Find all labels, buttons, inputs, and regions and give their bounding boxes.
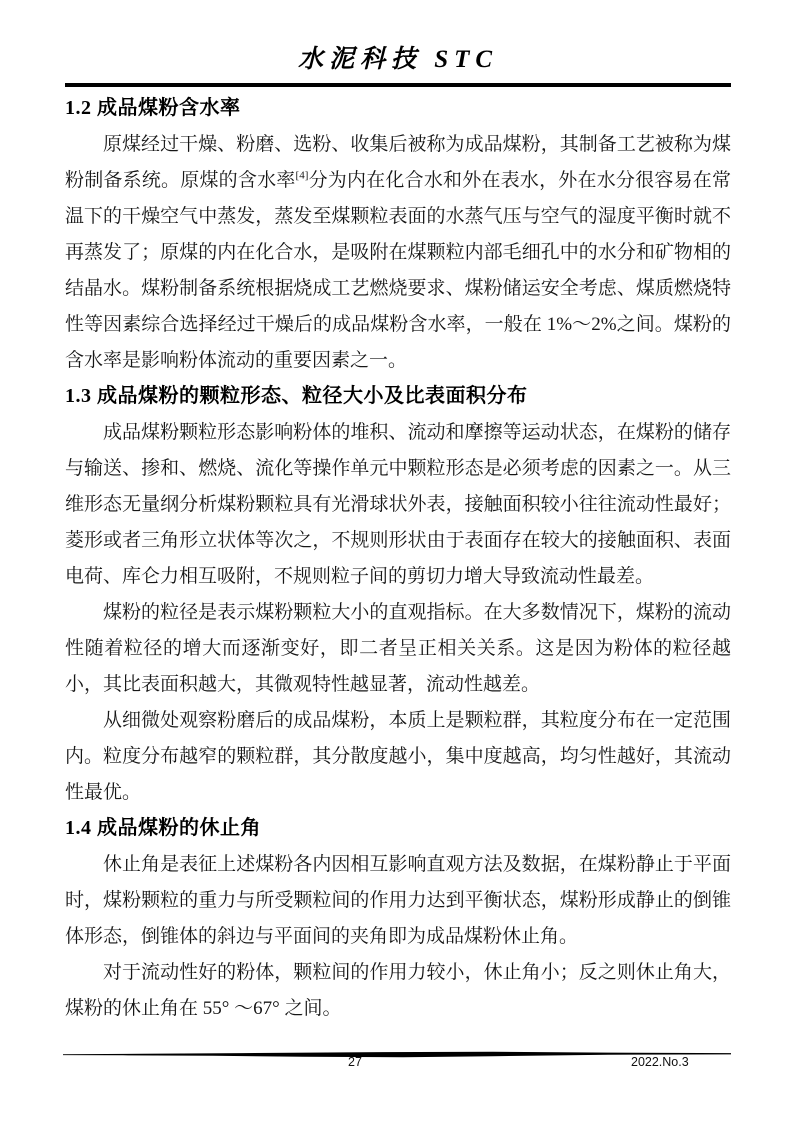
paragraph-1-3-3: 从细微处观察粉磨后的成品煤粉，本质上是颗粒群，其粒度分布在一定范围内。粒度分布越窄的颗粒群，其分散度越小，集中度越高，均匀性越好，其流动性最优。 [65,709,731,803]
paragraph-1-2-1 [65,127,731,379]
journal-header-title: 水泥科技 STC [297,46,499,73]
citation-reference: [4] [295,169,309,182]
section-heading-1-4: 1.4 成品煤粉的休止角 [65,816,261,839]
paragraph-1-3-1: 成品煤粉颗粒形态影响粉体的堆积、流动和摩擦等运动状态，在煤粉的储存与输送、掺和、燃烧、流化等操作单元中颗粒形态是必须考虑的因素之一。从三维形态无量纲分析煤粉颗粒具有光滑球状外表，接触面积较小往往流动性最好；菱形或者三角形立状体等次之，不规则形状由于表面存在较大的接触面积、表面电荷、库仑力相互吸附，不规则粒子间的剪切力增大导致流动性最差。 [65,421,731,587]
header-rule [65,83,731,87]
footer-issue-label: 2022.No.3 [631,1055,689,1069]
paragraph-1-3-2: 煤粉的粒径是表示煤粉颗粒大小的直观指标。在大多数情况下，煤粉的流动性随着粒径的增大而逐渐变好，即二者呈正相关关系。这是因为粉体的粒径越小，其比表面积越大，其微观特性越显著，流动性越差。 [65,601,731,695]
paragraph-text: 分为内在化合水和外在表水，外在水分很容易在常温下的干燥空气中蒸发，蒸发至煤颗粒表面的水蒸气压与空气的湿度平衡时就不再蒸发了；原煤的内在化合水，是吸附在煤颗粒内部毛细孔中的水分和矿物相的结晶水。煤粉制备系统根据烧成工艺燃烧要求、煤粉储运安全考虑、煤质燃烧特性等因素综合选择经过干燥后的成品煤粉含水率，一般在 1%～2%之间。煤粉的含水率是影响粉体流动的重要因素之一。 [65,169,732,371]
paragraph-1-4-2: 对于流动性好的粉体，颗粒间的作用力较小，休止角小；反之则休止角大，煤粉的休止角在 55° ～67° 之间。 [65,961,731,1019]
section-heading-1-3: 1.3 成品煤粉的颗粒形态、粒径大小及比表面积分布 [65,384,528,407]
section-heading-1-2: 1.2 成品煤粉含水率 [65,96,241,119]
page-content [65,0,731,1027]
paragraph-1-4-1: 休止角是表征上述煤粉各内因相互影响直观方法及数据，在煤粉静止于平面时，煤粉颗粒的重力与所受颗粒间的作用力达到平衡状态，煤粉形成静止的倒锥体形态，倒锥体的斜边与平面间的夹角即为成品煤粉休止角。 [65,853,731,947]
footer-page-number: 27 [348,1055,362,1069]
footer-rule [63,1046,731,1054]
paragraph-text: 原煤经过干燥、粉磨、选粉、收集后被称为成品煤粉，其制备工艺被称为煤粉制备系统。原煤的含水率 [65,133,731,191]
